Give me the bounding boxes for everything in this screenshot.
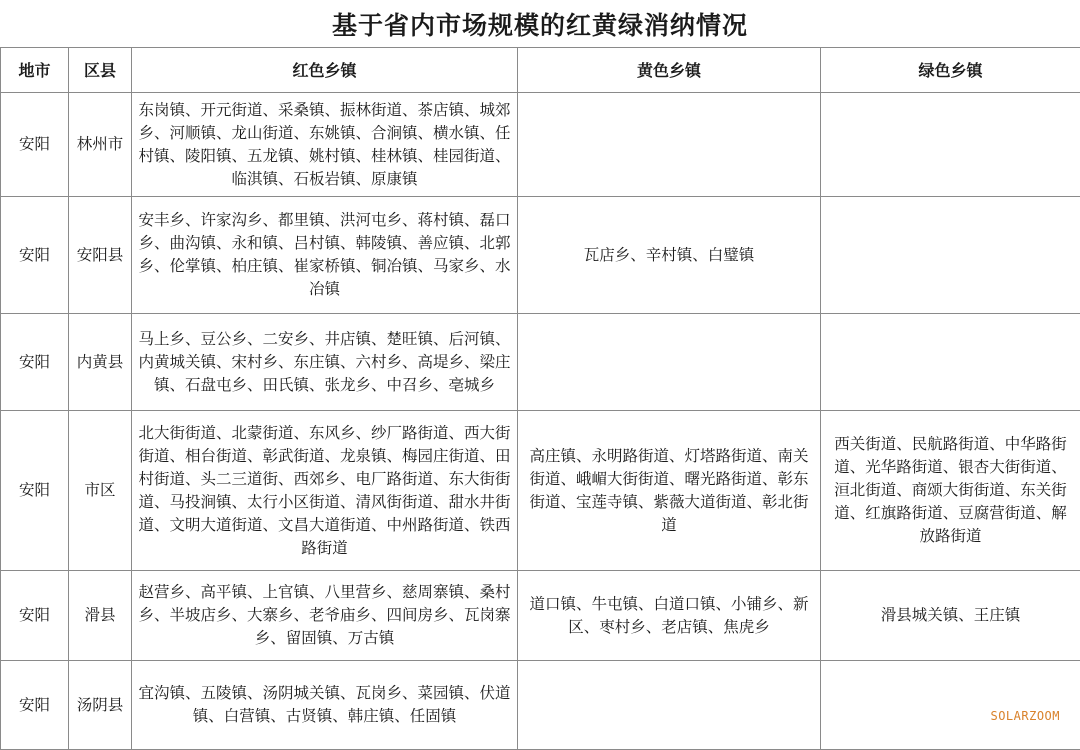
city-cell: 安阳: [1, 661, 69, 750]
consumption-table: [0, 47, 1080, 750]
table-row: [1, 661, 1080, 750]
table-row: [1, 571, 1080, 661]
city-cell: 安阳: [1, 93, 69, 197]
table-row: [1, 411, 1080, 571]
city-cell: 安阳: [1, 571, 69, 661]
county-cell: 林州市: [69, 93, 132, 197]
city-cell: 安阳: [1, 314, 69, 411]
page-title: 基于省内市场规模的红黄绿消纳情况: [331, 10, 748, 40]
red-towns-cell: 东岗镇、开元街道、采桑镇、振林街道、茶店镇、城郊乡、河顺镇、龙山街道、东姚镇、合涧镇、横水镇、任村镇、陵阳镇、五龙镇、姚村镇、桂林镇、桂园街道、临淇镇、石板岩镇、原康镇: [132, 93, 518, 197]
table-header-row: [1, 48, 1080, 93]
yellow-towns-cell: [518, 93, 821, 197]
header-city: 地市: [1, 48, 69, 93]
red-towns-cell: 宜沟镇、五陵镇、汤阴城关镇、瓦岗乡、菜园镇、伏道镇、白营镇、古贤镇、韩庄镇、任固镇: [132, 661, 518, 750]
watermark-logo: SOLARZOOM: [990, 709, 1060, 723]
county-cell: 汤阴县: [69, 661, 132, 750]
table-row: [1, 314, 1080, 411]
table-row: [1, 93, 1080, 197]
green-towns-cell: [821, 197, 1080, 314]
green-towns-cell: [821, 314, 1080, 411]
yellow-towns-cell: [518, 661, 821, 750]
header-county: 区县: [69, 48, 132, 93]
header-green-towns: 绿色乡镇: [821, 48, 1080, 93]
yellow-towns-cell: 道口镇、牛屯镇、白道口镇、小铺乡、新区、枣村乡、老店镇、焦虎乡: [518, 571, 821, 661]
city-cell: 安阳: [1, 197, 69, 314]
green-towns-cell: 滑县城关镇、王庄镇: [821, 571, 1080, 661]
header-yellow-towns: 黄色乡镇: [518, 48, 821, 93]
county-cell: 市区: [69, 411, 132, 571]
yellow-towns-cell: 高庄镇、永明路街道、灯塔路街道、南关街道、峨嵋大街街道、曙光路街道、彰东街道、宝莲寺镇、紫薇大道街道、彰北街道: [518, 411, 821, 571]
county-cell: 内黄县: [69, 314, 132, 411]
red-towns-cell: 马上乡、豆公乡、二安乡、井店镇、楚旺镇、后河镇、内黄城关镇、宋村乡、东庄镇、六村乡、高堤乡、梁庄镇、石盘屯乡、田氏镇、张龙乡、中召乡、亳城乡: [132, 314, 518, 411]
table-row: [1, 197, 1080, 314]
yellow-towns-cell: [518, 314, 821, 411]
yellow-towns-cell: 瓦店乡、辛村镇、白璧镇: [518, 197, 821, 314]
red-towns-cell: 安丰乡、许家沟乡、都里镇、洪河屯乡、蒋村镇、磊口乡、曲沟镇、永和镇、吕村镇、韩陵镇、善应镇、北郭乡、伦掌镇、柏庄镇、崔家桥镇、铜冶镇、马家乡、水冶镇: [132, 197, 518, 314]
red-towns-cell: 赵营乡、高平镇、上官镇、八里营乡、慈周寨镇、桑村乡、半坡店乡、大寨乡、老爷庙乡、四间房乡、瓦岗寨乡、留固镇、万古镇: [132, 571, 518, 661]
city-cell: 安阳: [1, 411, 69, 571]
header-red-towns: 红色乡镇: [132, 48, 518, 93]
red-towns-cell: 北大街街道、北蒙街道、东风乡、纱厂路街道、西大街街道、相台街道、彰武街道、龙泉镇、梅园庄街道、田村街道、头二三道街、西郊乡、电厂路街道、东大街街道、马投涧镇、太行小区街道、清风街街道、甜水井街道、文明大道街道、文昌大道街道、中州路街道、铁西路街道: [132, 411, 518, 571]
green-towns-cell: [821, 93, 1080, 197]
green-towns-cell: 西关街道、民航路街道、中华路街道、光华路街道、银杏大街街道、洹北街道、商颂大街街道、东关街道、红旗路街道、豆腐营街道、解放路街道: [821, 411, 1080, 571]
county-cell: 滑县: [69, 571, 132, 661]
green-towns-cell: [821, 661, 1080, 750]
county-cell: 安阳县: [69, 197, 132, 314]
